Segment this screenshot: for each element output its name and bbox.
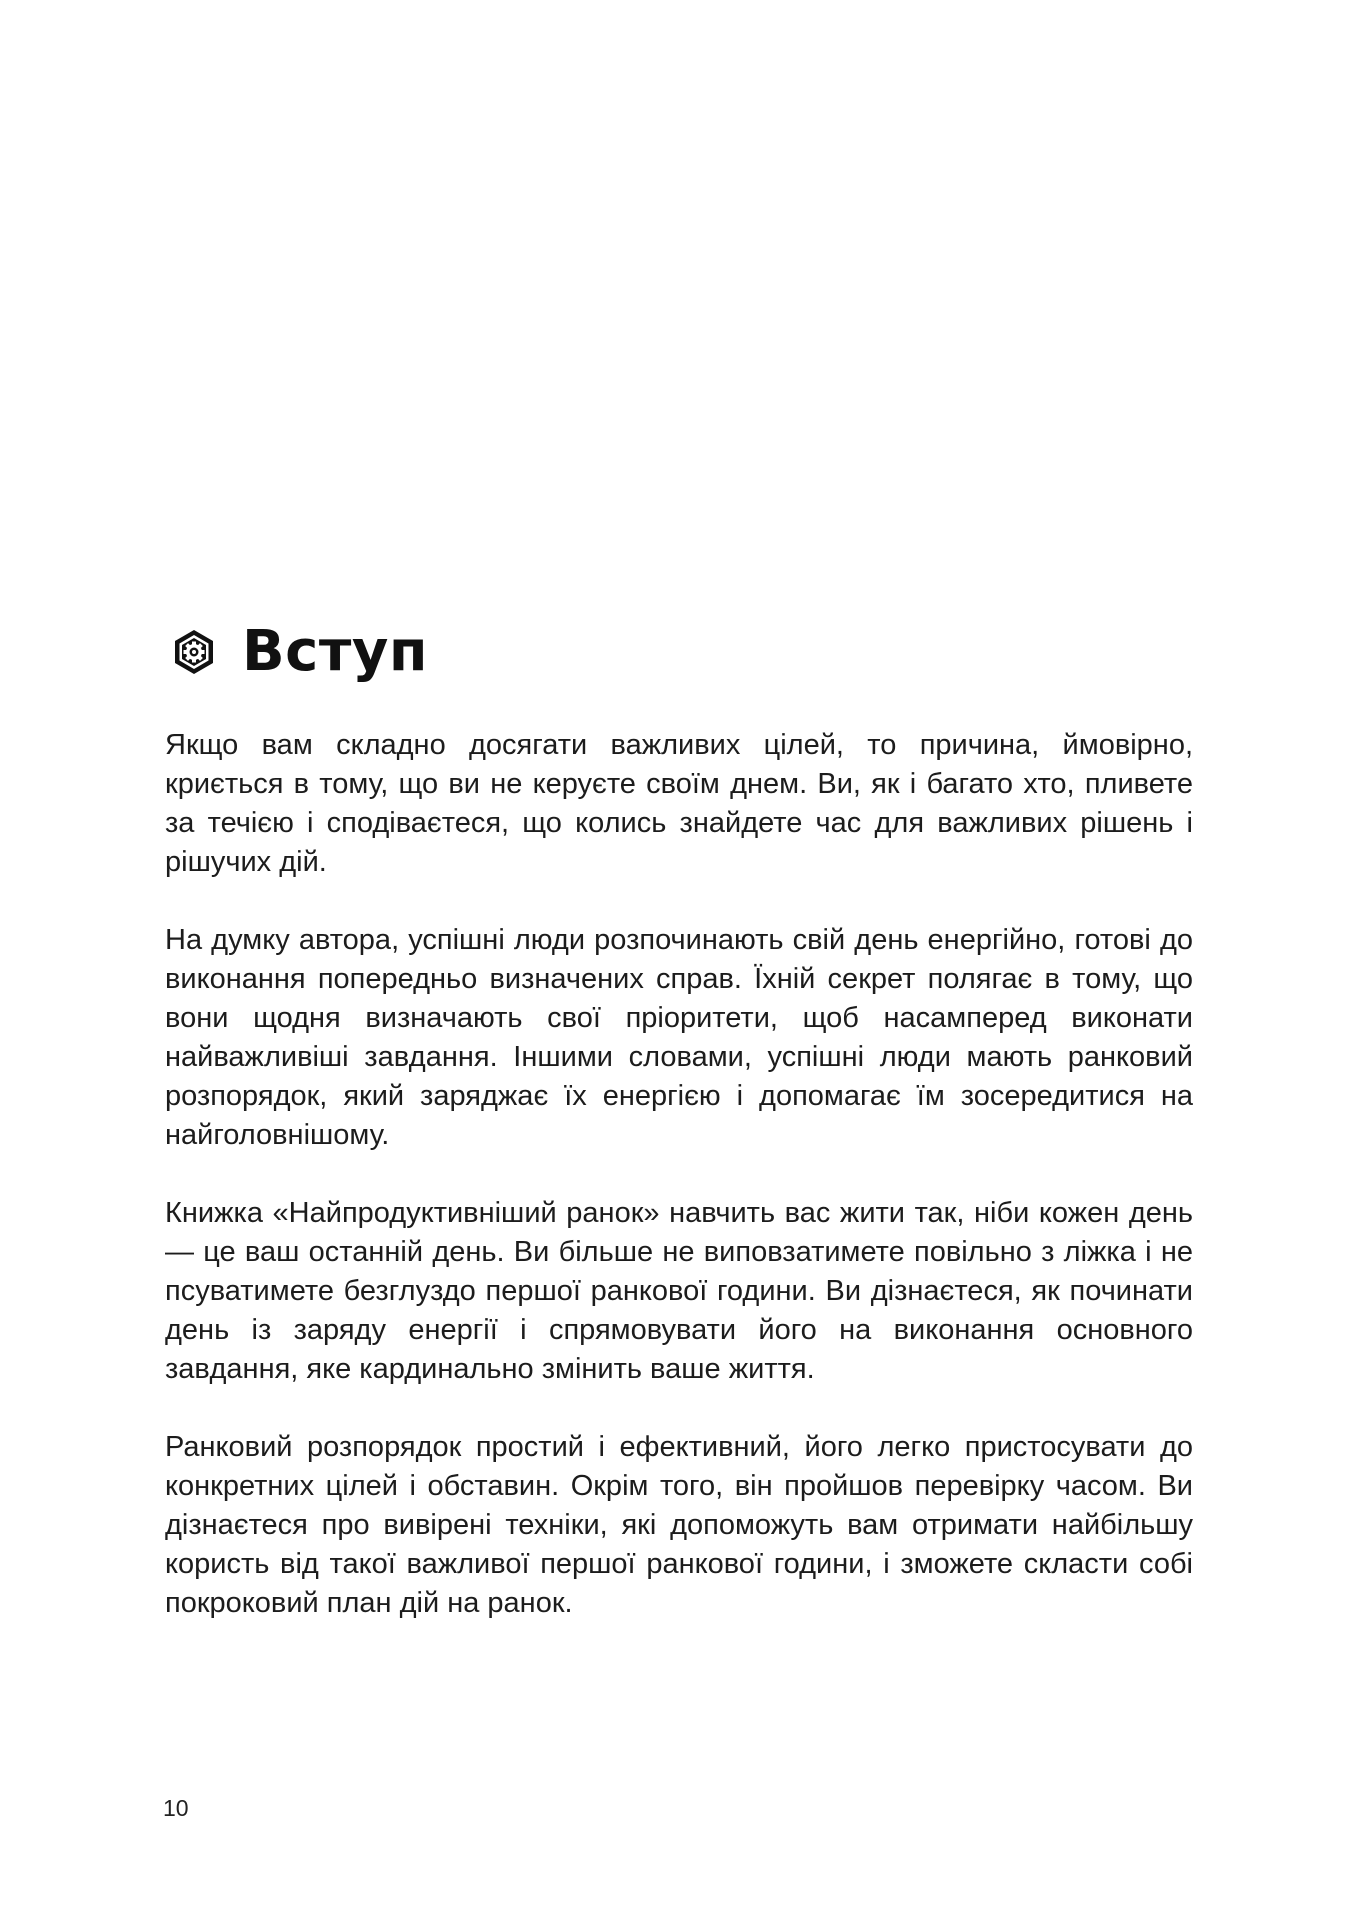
section-heading: [170, 612, 428, 692]
page-number: 10: [163, 1795, 189, 1821]
paragraph-2: На думку автора, успішні люди розпочинають свій день енергійно, готові до виконання попередньо визначених справ. Їхній секрет полягає в тому, що вони щодня визначають свої пріоритети, щоб насамперед виконати найважливіші завдання. Іншими словами, успішні люди мають ранковий розпорядок, який заряджає їх енергією і допомагає їм зосередитися на найголовнішому.: [165, 924, 1193, 1151]
gear-shield-icon: [170, 628, 218, 676]
section-title: Вступ: [242, 619, 429, 684]
body-text: [165, 726, 1193, 1662]
paragraph-3: Книжка «Найпродуктивніший ранок» навчить вас жити так, ніби кожен день — це ваш останній день. Ви більше не виповзатимете повільно з ліжка і не псуватимете безглуздо першої ранкової години. Ви дізнаєтеся, як починати день із заряду енергії і спрямовувати його на виконання основного завдання, яке кардинально змінить ваше життя.: [165, 1197, 1193, 1385]
paragraph-4: Ранковий розпорядок простий і ефективний, його легко пристосувати до конкретних цілей і обставин. Окрім того, він пройшов перевірку часом. Ви дізнаєтеся про вивірені техніки, які допоможуть вам отримати найбільшу користь від такої важливої першої ранкової години, і зможете скласти собі покроковий план дій на ранок.: [165, 1431, 1193, 1619]
paragraph-1: Якщо вам складно досягати важливих цілей, то причина, ймовірно, криється в тому, що ви не керуєте своїм днем. Ви, як і багато хто, пливете за течією і сподіваєтеся, що колись знайдете час для важливих рішень і рішучих дій.: [165, 729, 1193, 878]
